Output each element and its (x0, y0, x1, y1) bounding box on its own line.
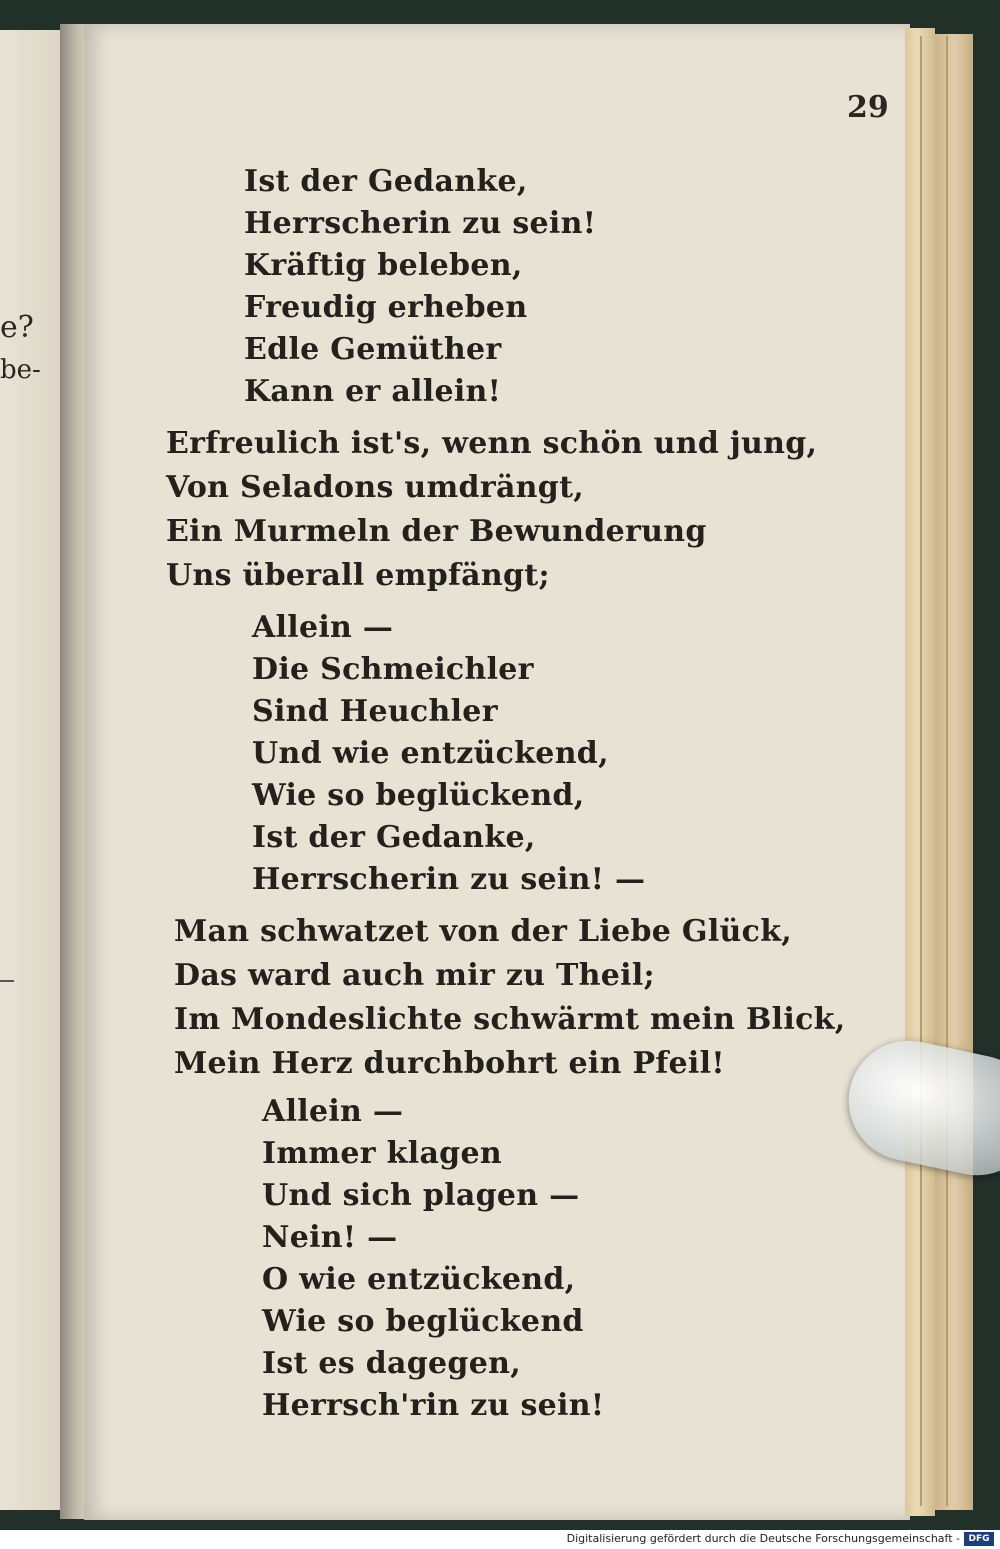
verse-line: Im Mondeslichte schwärmt mein Blick, (174, 1002, 846, 1037)
dfg-logo: DFG (964, 1532, 994, 1546)
verse-line: Die Schmeichler (252, 652, 534, 687)
verse-line: Kräftig beleben, (244, 248, 523, 283)
left-page-fragment: be- (0, 355, 41, 385)
verse-line: Kann er allein! (244, 374, 502, 409)
page-number: 29 (847, 90, 889, 125)
footer-credit: Digitalisierung gefördert durch die Deutsche Forschungsgemeinschaft - (566, 1532, 960, 1545)
book-page (84, 24, 910, 1520)
verse-line: Freudig erheben (244, 290, 528, 325)
verse-line: Immer klagen (262, 1136, 502, 1171)
verse-line: Uns überall empfängt; (166, 558, 550, 593)
verse-line: Und sich plagen — (262, 1178, 580, 1213)
page-edge-line (946, 36, 948, 1506)
verse-line: Wie so beglückend, (252, 778, 585, 813)
verse-line: Sind Heuchler (252, 694, 498, 729)
verse-line: Herrscherin zu sein! — (252, 862, 646, 897)
verse-line: Erfreulich ist's, wenn schön und jung, (166, 426, 818, 461)
left-page-fragment: e? (0, 310, 34, 345)
verse-line: Ist der Gedanke, (244, 164, 528, 199)
verse-line: Nein! — (262, 1220, 398, 1255)
page-block-edge (935, 34, 973, 1510)
verse-line: Allein — (252, 610, 394, 645)
verse-line: Von Seladons umdrängt, (166, 470, 584, 505)
verse-line: Allein — (262, 1094, 404, 1129)
verse-line: Herrscherin zu sein! (244, 206, 597, 241)
verse-line: Ist es dagegen, (262, 1346, 521, 1381)
verse-line: Ein Murmeln der Bewunderung (166, 514, 707, 549)
verse-line: Edle Gemüther (244, 332, 502, 367)
page-edge-line (920, 36, 922, 1506)
verse-line: Herrsch'rin zu sein! (262, 1388, 605, 1423)
verse-line: Und wie entzückend, (252, 736, 609, 771)
verse-line: Das ward auch mir zu Theil; (174, 958, 655, 993)
verse-line: Wie so beglückend (262, 1304, 584, 1339)
verse-line: Mein Herz durchbohrt ein Pfeil! (174, 1046, 725, 1081)
footer-bar (0, 1530, 1000, 1549)
verse-line: Ist der Gedanke, (252, 820, 536, 855)
verse-line: O wie entzückend, (262, 1262, 576, 1297)
verse-line: Man schwatzet von der Liebe Glück, (174, 914, 793, 949)
left-page-rule (0, 980, 14, 982)
